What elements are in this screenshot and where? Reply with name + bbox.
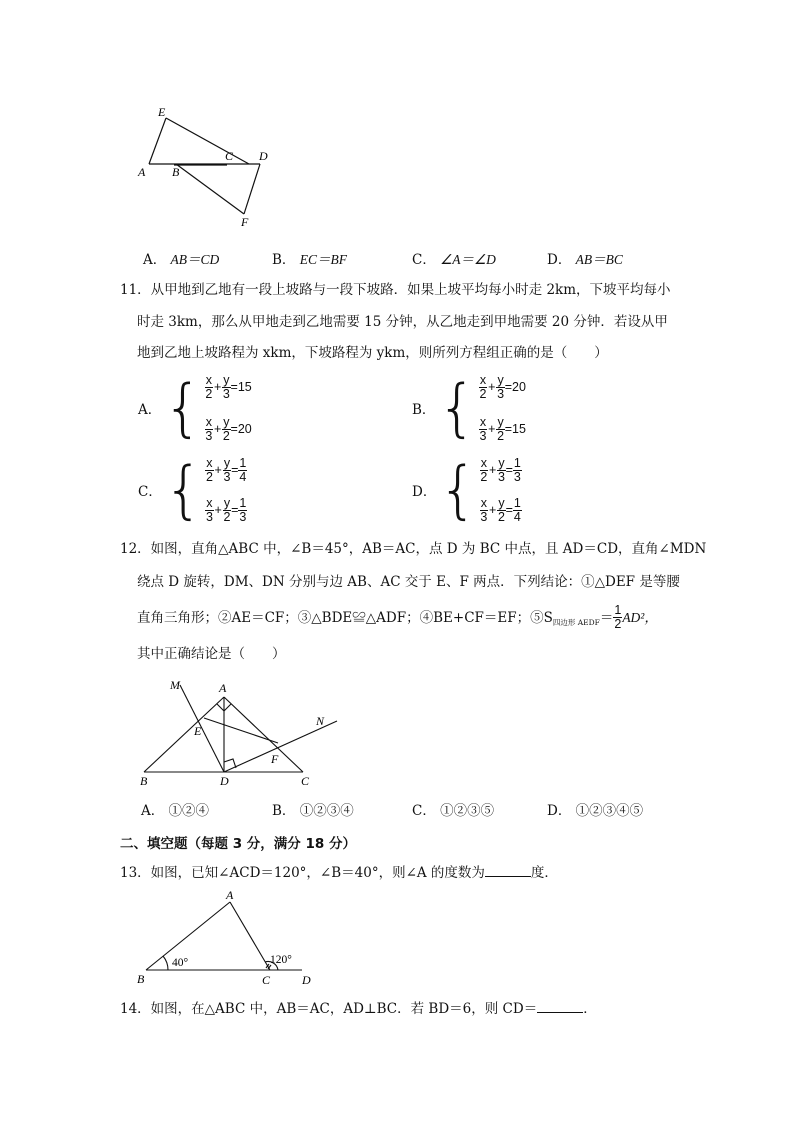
q10-option-b[interactable] xyxy=(272,248,347,268)
option-letter: C． xyxy=(412,252,436,268)
q12-line-1: 12．如图，直角△ABC 中，∠B＝45°，AB＝AC，点 D 为 BC 中点，且 AD＝CD，直角∠MDN xyxy=(120,541,707,557)
label-C: C xyxy=(225,149,234,163)
q14-text-end: ． xyxy=(583,1001,597,1017)
label-B: B xyxy=(137,972,145,986)
q12-line-3-end: AD²， xyxy=(622,609,658,625)
option-letter: B． xyxy=(412,402,436,418)
q12-line-2: 绕点 D 旋转，DM、DN 分别与边 AB、AC 交于 E、F 两点．下列结论：①△DEF 是等腰 xyxy=(137,574,680,590)
equation-2: $\frac{x}{3}$ + $\frac{y}{2}$ = $\frac{1}{4}$ xyxy=(480,495,521,524)
system-brace: { xyxy=(163,453,204,526)
label-B: B xyxy=(140,774,148,788)
option-letter: C． xyxy=(412,803,436,819)
label-F: F xyxy=(271,752,279,766)
q10-option-a[interactable] xyxy=(143,248,219,268)
q11-line-3: 地到乙地上坡路程为 xkm，下坡路程为 ykm，则所列方程组正确的是（ ） xyxy=(137,345,608,361)
system-brace: { xyxy=(437,371,477,444)
q13-text-end: 度． xyxy=(530,865,558,881)
section-heading: 二、填空题（每题 3 分，满分 18 分） xyxy=(120,836,356,852)
label-M: M xyxy=(170,678,180,692)
q12-figure xyxy=(132,675,357,790)
label-D: D xyxy=(259,149,268,163)
system-brace: { xyxy=(438,453,478,526)
label-C: C xyxy=(262,973,271,987)
angle-acd-label: 120° xyxy=(270,954,292,966)
label-D: D xyxy=(302,973,311,987)
q13-figure xyxy=(132,885,332,990)
q11-option-a[interactable] xyxy=(138,372,252,444)
q14-answer-blank[interactable] xyxy=(537,998,583,1013)
option-text: AB＝BC xyxy=(575,252,623,267)
option-text: ①②④ xyxy=(168,803,210,819)
q12-line-3-text: 直角三角形；②AE＝CF；③△BDE≌△ADF；④BE+CF＝EF；⑤S xyxy=(137,609,553,626)
label-A: A xyxy=(219,681,227,695)
q10-option-d[interactable] xyxy=(547,248,623,268)
option-letter: D． xyxy=(547,252,572,268)
equation-1: $\frac{x}{2}$ + $\frac{y}{3}$ = $\frac{1}{4}$ xyxy=(205,455,247,484)
option-letter: C． xyxy=(138,484,162,500)
q11-option-c[interactable] xyxy=(138,455,247,525)
label-A: A xyxy=(138,165,146,179)
option-letter: A． xyxy=(143,252,167,268)
option-letter: D． xyxy=(547,803,572,819)
q13-question xyxy=(120,862,558,883)
q11-option-d[interactable] xyxy=(412,455,522,525)
q12-option-b[interactable] xyxy=(272,799,354,819)
q12-half-fraction: $\frac{1}{2}$ xyxy=(614,603,622,631)
label-B: B xyxy=(172,165,180,179)
q12-option-d[interactable] xyxy=(547,799,643,819)
equation-2: $\frac{x}{3}$ + $\frac{y}{2}$ = $\frac{1}{3}$ xyxy=(205,495,247,524)
option-text: ∠A＝∠D xyxy=(440,252,496,267)
q12-equals: ＝ xyxy=(599,609,614,626)
option-text: ①②③④ xyxy=(299,803,354,819)
option-text: ①②③⑤ xyxy=(440,803,495,819)
option-letter: A． xyxy=(141,803,165,819)
q12-area-subscript: 四边形 AEDF xyxy=(552,617,600,627)
option-text: AB＝CD xyxy=(170,252,220,267)
q13-text: 13．如图，已知∠ACD＝120°，∠B＝40°，则∠A 的度数为 xyxy=(120,865,485,881)
equation-1: $\frac{x}{2}$ + $\frac{y}{3}$ =20 xyxy=(479,372,526,401)
equation-1: $\frac{x}{2}$ + $\frac{y}{3}$ = $\frac{1}{3}$ xyxy=(480,455,521,484)
q11-line-2: 时走 3km，那么从甲地走到乙地需要 15 分钟，从乙地走到甲地需要 20 分钟．若设从甲 xyxy=(137,314,668,330)
option-text: ①②③④⑤ xyxy=(575,803,644,819)
label-E: E xyxy=(194,724,202,738)
option-letter: D． xyxy=(412,484,437,500)
angle-b-label: 40° xyxy=(172,957,189,969)
option-text: EC＝BF xyxy=(299,252,347,267)
q11-line-1: 11．从甲地到乙地有一段上坡路与一段下坡路．如果上坡平均每小时走 2km，下坡平均每小 xyxy=(120,282,671,298)
equation-1: $\frac{x}{2}$ + $\frac{y}{3}$ =15 xyxy=(205,372,252,401)
q10-figure xyxy=(130,98,280,233)
q14-text: 14．如图，在△ABC 中，AB＝AC，AD⊥BC．若 BD＝6，则 CD＝ xyxy=(120,1001,538,1017)
label-D: D xyxy=(220,774,229,788)
q11-option-b[interactable] xyxy=(412,372,526,444)
label-F: F xyxy=(241,215,249,229)
option-letter: A． xyxy=(138,402,162,418)
q12-option-c[interactable] xyxy=(412,799,494,819)
q12-line-4: 其中正确结论是（ ） xyxy=(137,646,286,662)
q14-question xyxy=(120,998,597,1019)
label-C: C xyxy=(301,774,310,788)
label-A: A xyxy=(226,888,234,902)
q12-option-a[interactable] xyxy=(141,799,209,819)
q12-line-3 xyxy=(137,604,658,631)
system-brace: { xyxy=(163,371,203,444)
equation-2: $\frac{x}{3}$ + $\frac{y}{2}$ =20 xyxy=(205,414,252,443)
option-letter: B． xyxy=(272,252,296,268)
q13-answer-blank[interactable] xyxy=(485,862,531,877)
q10-option-c[interactable] xyxy=(412,248,496,268)
label-N: N xyxy=(316,714,325,728)
option-letter: B． xyxy=(272,803,296,819)
label-E: E xyxy=(158,105,166,119)
equation-2: $\frac{x}{3}$ + $\frac{y}{2}$ =15 xyxy=(479,414,526,443)
